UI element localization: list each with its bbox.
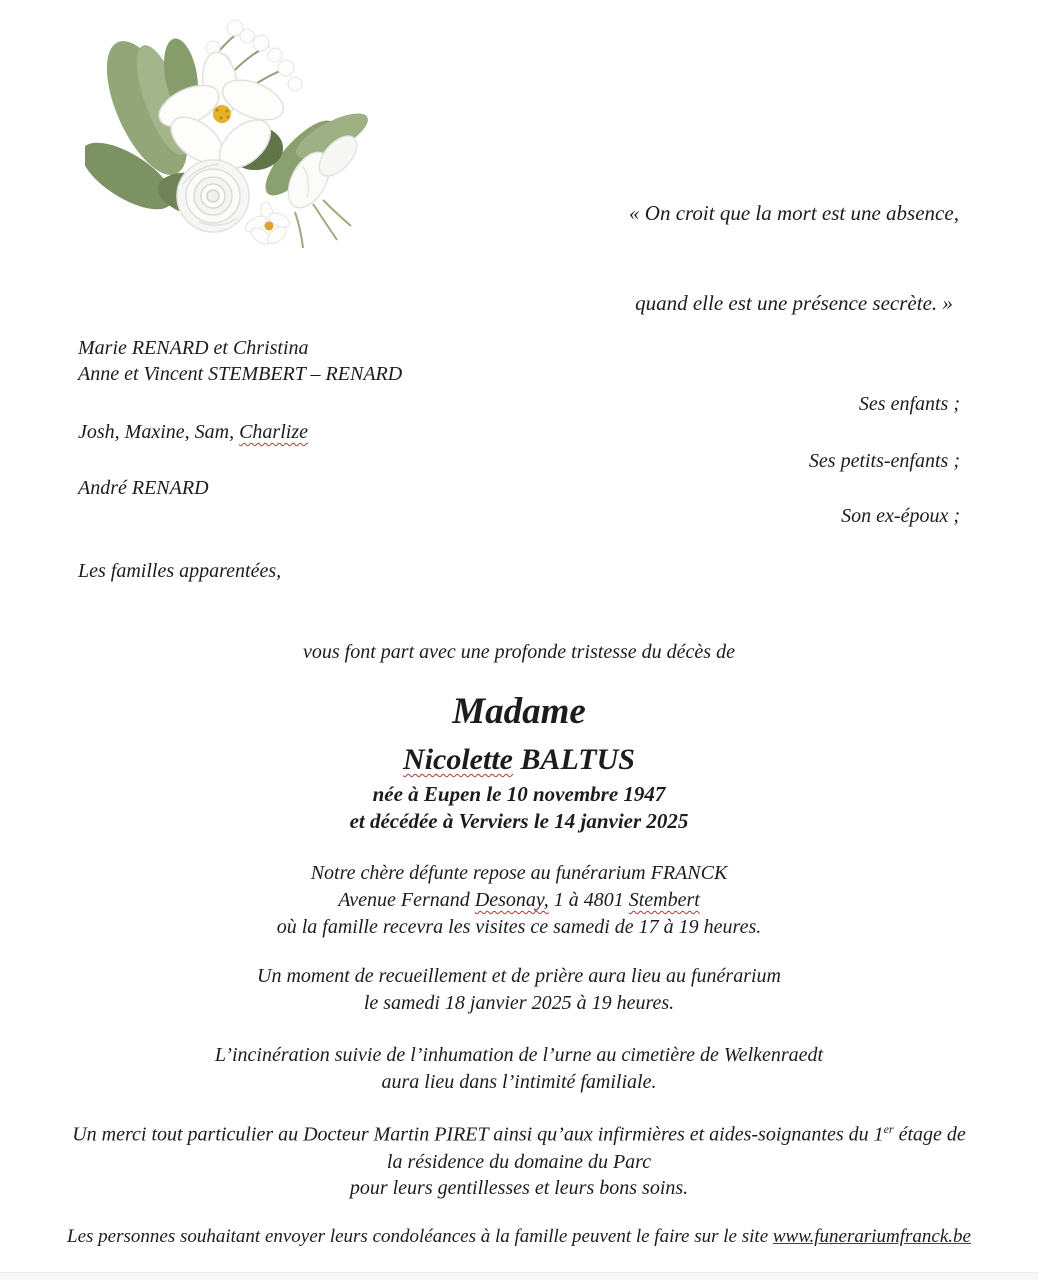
thanks-ordinal-sup: er	[883, 1122, 894, 1136]
flower-bouquet-illustration	[85, 8, 375, 253]
condolences-website-link[interactable]: www.funerariumfranck.be	[772, 1226, 971, 1247]
deceased-title: Madame	[452, 691, 586, 732]
quote-line-1: « On croit que la mort est une absence,	[629, 201, 959, 225]
death-line: et décédée à Verviers le 14 janvier 2025	[349, 809, 689, 833]
funeral-home-line-1: Notre chère défunte repose au funérarium FRANCK	[310, 862, 728, 884]
funeral-home-line-2	[0, 888, 1038, 912]
grandchildren-misspelled-word: Charlize	[239, 421, 308, 443]
children-names-line-1: Marie RENARD et Christina	[78, 337, 309, 359]
ex-spouse-label: Son ex-époux ;	[841, 505, 960, 527]
funeral-home-address-mid: 1 à 4801	[548, 889, 629, 911]
thanks-line-2: la résidence du domaine du Parc	[386, 1151, 652, 1173]
ex-spouse-name: André RENARD	[78, 477, 209, 499]
birth-line: née à Eupen le 10 novembre 1947	[372, 782, 666, 806]
children-label: Ses enfants ;	[858, 393, 960, 415]
opening-quote	[624, 138, 964, 378]
announcement-intro: vous font part avec une profonde tristesse du décès de	[303, 641, 735, 663]
thanks-text-after-sup: étage de	[893, 1123, 966, 1146]
cremation-line-2: aura lieu dans l’intimité familiale.	[381, 1071, 657, 1093]
funeral-home-address-word-2: Stembert	[628, 889, 700, 911]
thanks-text-before-sup: Un merci tout particulier au Docteur Martin PIRET ainsi qu’aux infirmières et aides-soignantes du 1	[72, 1123, 884, 1146]
page-bottom-edge	[0, 1272, 1038, 1280]
grandchildren-label: Ses petits-enfants ;	[808, 450, 960, 472]
condolences-text: Les personnes souhaitant envoyer leurs condoléances à la famille peuvent le faire sur le site	[67, 1226, 773, 1247]
grandchildren-names-line	[78, 420, 308, 444]
condolences-line	[0, 1226, 1038, 1249]
vigil-line-2: le samedi 18 janvier 2025 à 19 heures.	[363, 992, 675, 1014]
deceased-first-name: Nicolette	[403, 743, 513, 776]
related-families-line: Les familles apparentées,	[78, 560, 282, 582]
thanks-line-3: pour leurs gentillesses et leurs bons soins.	[349, 1177, 689, 1199]
deceased-last-name: BALTUS	[512, 743, 635, 776]
vigil-line-1: Un moment de recueillement et de prière aura lieu au funérarium	[257, 965, 781, 987]
funeral-home-line-3: où la famille recevra les visites ce samedi de 17 à 19 heures.	[276, 916, 762, 938]
deceased-name	[0, 742, 1038, 778]
grandchildren-names-text: Josh, Maxine, Sam,	[78, 421, 240, 443]
funeral-home-address-word-1: Desonay,	[474, 889, 549, 911]
quote-line-2: quand elle est une présence secrète. »	[635, 291, 953, 315]
flower-bouquet-image	[85, 8, 375, 253]
children-names-line-2: Anne et Vincent STEMBERT – RENARD	[78, 363, 403, 385]
funeral-home-address-prefix: Avenue Fernand	[338, 889, 475, 911]
thanks-line-1	[0, 1122, 1038, 1147]
cremation-line-1: L’incinération suivie de l’inhumation de l’urne au cimetière de Welkenraedt	[214, 1044, 824, 1066]
